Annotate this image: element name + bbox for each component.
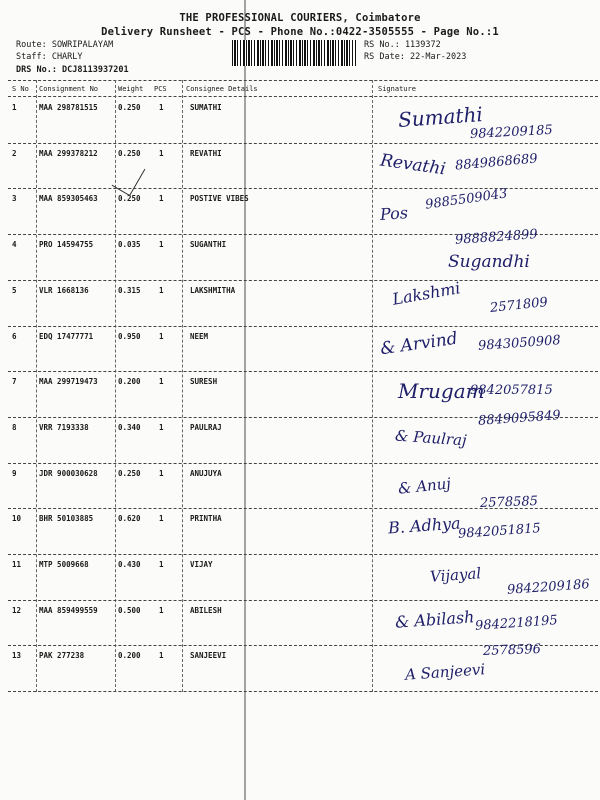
row-sno: 1 [12, 103, 17, 112]
row-weight: 0.250 [118, 468, 141, 478]
handwritten-phone-number: 9885509043 [424, 186, 509, 214]
row-consignee-name: PRINTHA [190, 514, 222, 524]
row-sno: 2 [12, 148, 17, 158]
handwritten-signature: A Sanjeevi [404, 660, 486, 685]
row-consignment-no: PRO 14594755 [39, 240, 94, 250]
handwritten-signature: & Anuj [397, 473, 452, 498]
row-consignee-name: PAULRAJ [190, 422, 222, 432]
handwritten-phone-number: 9842209186 [506, 577, 591, 598]
row-consignee-name: POSTIVE VIBES [190, 194, 249, 204]
handwritten-phone-number: 8849095849 [477, 408, 562, 429]
col-header-consignment: Consignment No [39, 85, 99, 93]
col-header-consignee: Consignee Details [186, 85, 258, 93]
row-consignment-no: BHR 50103885 [39, 514, 94, 524]
row-consignment-no: JDR 900030628 [39, 468, 98, 478]
handwritten-signature: Lakshmi [390, 277, 462, 309]
handwritten-phone-number: 2571809 [489, 294, 549, 316]
handwritten-phone-number: 9842209185 [469, 122, 554, 143]
row-consignment-no: PAK 277238 [39, 651, 85, 661]
col-header-signature: Signature [378, 85, 416, 93]
row-pcs: 1 [159, 605, 164, 615]
row-pcs: 1 [159, 331, 164, 341]
row-pcs: 1 [159, 240, 164, 250]
row-divider [8, 188, 598, 189]
row-consignee-name: SUMATHI [190, 103, 222, 112]
handwritten-phone-number: 9842051815 [457, 521, 542, 543]
row-weight: 0.500 [118, 605, 141, 615]
row-sno: 12 [12, 605, 22, 615]
row-divider [8, 691, 598, 692]
row-consignee-name: SURESH [190, 377, 218, 387]
handwritten-signature: Vijayal [429, 564, 482, 586]
row-consignee-name: VIJAY [190, 560, 213, 569]
company-title: THE PROFESSIONAL COURIERS, Coimbatore [179, 12, 421, 24]
row-pcs: 1 [159, 148, 164, 158]
handwritten-phone-number: 2578585 [479, 493, 539, 511]
col-header-weight: Weight [118, 85, 144, 93]
row-consignee-name: ABILESH [190, 605, 222, 615]
handwritten-signature: & Paulraj [394, 426, 468, 450]
row-divider [8, 143, 598, 144]
row-weight: 0.200 [118, 651, 141, 661]
handwritten-phone-number: 9842218195 [474, 612, 559, 634]
route-label: Route: SOWRIPALAYAM [16, 40, 114, 50]
handwritten-signature: Sugandhi [448, 252, 530, 273]
barcode [232, 40, 356, 66]
row-sno: 9 [12, 468, 17, 478]
row-consignee-name: NEEM [190, 331, 209, 341]
row-divider [8, 463, 598, 464]
row-consignment-no: VLR 1668136 [39, 285, 89, 295]
row-divider [8, 280, 598, 281]
handwritten-phone-number: 8849868689 [454, 151, 539, 174]
table-top-border [8, 80, 598, 81]
row-sno: 8 [12, 422, 17, 432]
row-consignment-no: MAA 298781515 [39, 103, 98, 112]
row-pcs: 1 [159, 377, 164, 387]
row-divider [8, 600, 598, 601]
row-pcs: 1 [159, 468, 164, 478]
row-weight: 0.250 [118, 103, 141, 112]
paper-fold-line [244, 0, 246, 800]
row-sno: 6 [12, 331, 17, 341]
row-pcs: 1 [159, 194, 164, 204]
row-sno: 3 [12, 194, 17, 204]
row-pcs: 1 [159, 103, 164, 112]
row-consignee-name: ANUJUYA [190, 468, 222, 478]
handwritten-signature: Sumathi [397, 102, 484, 132]
row-consignee-name: REVATHI [190, 148, 222, 158]
handwritten-phone-number: 9843050908 [477, 332, 562, 354]
row-consignment-no: MAA 859305463 [39, 194, 98, 204]
rs-number: RS No.: 1139372 [364, 40, 441, 50]
row-divider [8, 326, 598, 327]
row-weight: 0.315 [118, 285, 141, 295]
row-sno: 13 [12, 651, 22, 661]
handwritten-signature: Mrugam [398, 379, 485, 404]
row-weight: 0.620 [118, 514, 141, 524]
row-weight: 0.950 [118, 331, 141, 341]
row-sno: 7 [12, 377, 17, 387]
handwritten-phone-number: 9888824899 [454, 227, 539, 248]
header-bottom-border [8, 96, 598, 97]
row-divider [8, 554, 598, 555]
row-pcs: 1 [159, 560, 164, 569]
row-pcs: 1 [159, 422, 164, 432]
row-pcs: 1 [159, 651, 164, 661]
row-divider [8, 508, 598, 509]
handwritten-phone-number: 9842057815 [470, 383, 553, 399]
check-mark-icon [112, 159, 146, 196]
row-pcs: 1 [159, 514, 164, 524]
rs-date: RS Date: 22-Mar-2023 [364, 52, 467, 62]
runsheet-subtitle: Delivery Runsheet - PCS - Phone No.:0422-3505555 - Page No.:1 [101, 26, 499, 38]
handwritten-signature: & Arvind [378, 328, 459, 359]
row-consignment-no: MAA 299719473 [39, 377, 98, 387]
col-header-sno: S No [12, 85, 29, 93]
row-consignment-no: VRR 7193338 [39, 422, 89, 432]
handwritten-signature: Revathi [378, 150, 447, 180]
row-sno: 5 [12, 285, 17, 295]
row-consignment-no: MAA 299378212 [39, 148, 98, 158]
row-consignee-name: SUGANTHI [190, 240, 227, 250]
handwritten-phone-number: 2578596 [482, 642, 542, 660]
col-header-pcs: PCS [154, 85, 167, 93]
row-sno: 10 [12, 514, 22, 524]
row-weight: 0.250 [118, 194, 141, 204]
handwritten-signature: & Abilash [394, 606, 475, 632]
row-divider [8, 371, 598, 372]
row-consignee-name: LAKSHMITHA [190, 285, 236, 295]
staff-label: Staff: CHARLY [16, 52, 83, 62]
row-consignment-no: MTP 5009668 [39, 560, 89, 569]
row-weight: 0.430 [118, 560, 141, 569]
drs-number: DRS No.: DCJ8113937201 [16, 65, 129, 75]
row-sno: 4 [12, 240, 17, 250]
handwritten-signature: Pos [379, 203, 409, 225]
row-weight: 0.340 [118, 422, 141, 432]
row-weight: 0.035 [118, 240, 141, 250]
row-sno: 11 [12, 560, 22, 569]
row-consignment-no: MAA 859499559 [39, 605, 98, 615]
row-pcs: 1 [159, 285, 164, 295]
row-consignee-name: SANJEEVI [190, 651, 227, 661]
row-weight: 0.200 [118, 377, 141, 387]
row-consignment-no: EDQ 17477771 [39, 331, 94, 341]
handwritten-signature: B. Adhya [387, 513, 462, 538]
row-weight: 0.250 [118, 148, 141, 158]
